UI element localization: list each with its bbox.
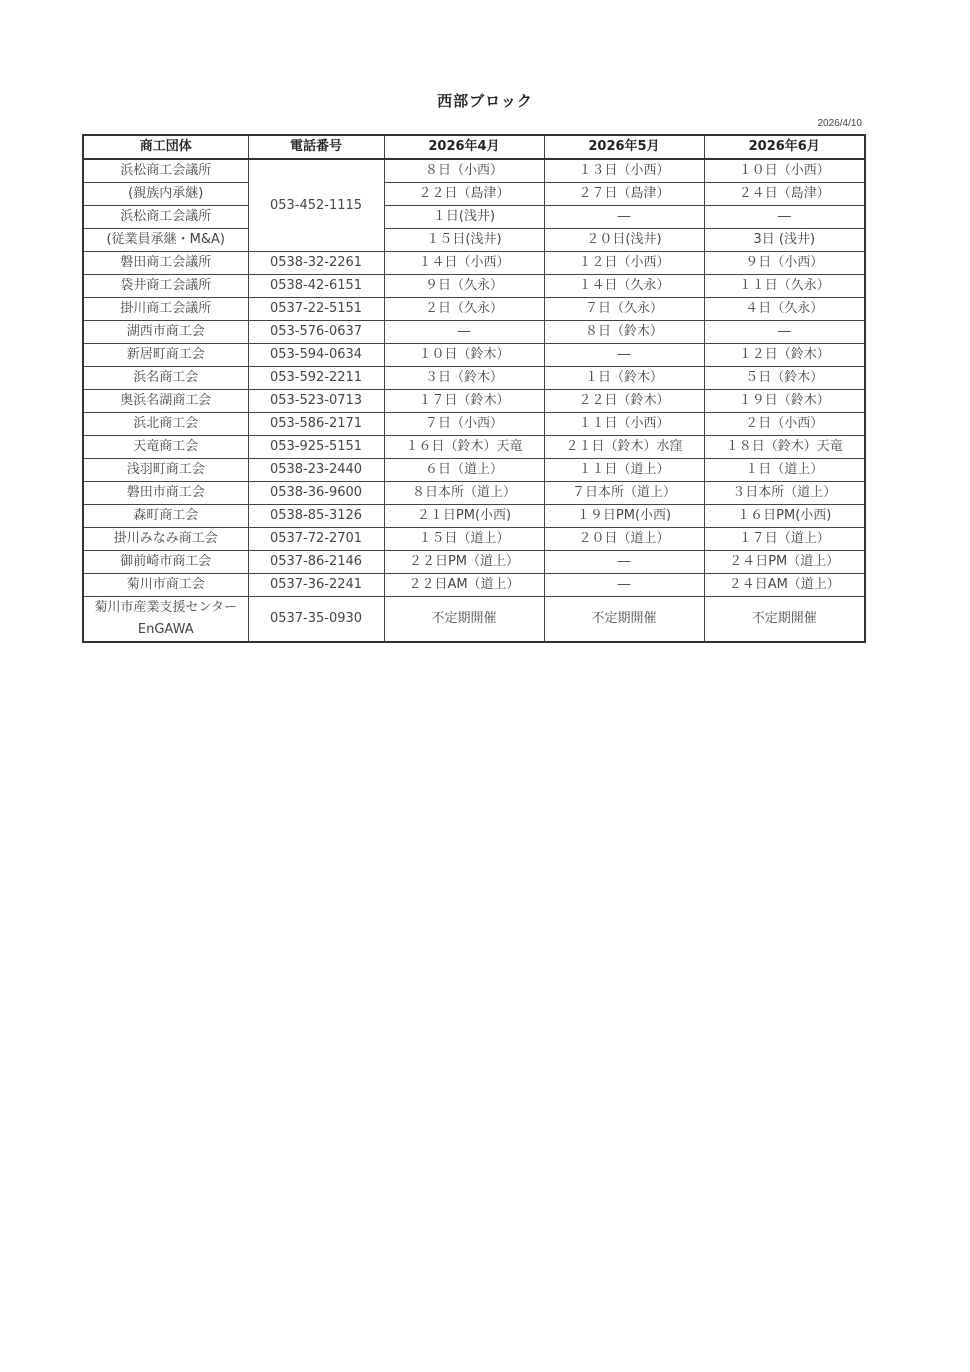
may-cell: ２２日（鈴木） <box>544 390 704 413</box>
may-cell: １９日PM(小西) <box>544 505 704 528</box>
may-cell: ８日（鈴木） <box>544 321 704 344</box>
org-subname: (従業員承継・M&A) <box>83 229 248 252</box>
phone: 053-592-2211 <box>248 367 384 390</box>
april-cell: ８日（小西） <box>384 159 544 183</box>
table-row <box>83 206 865 229</box>
june-cell: 3日 (浅井) <box>704 229 865 252</box>
april-cell: ７日（小西） <box>384 413 544 436</box>
april-cell: ２１日PM(小西) <box>384 505 544 528</box>
april-cell: １６日（鈴木）天竜 <box>384 436 544 459</box>
org-name: 磐田商工会議所 <box>83 252 248 275</box>
june-cell: １６日PM(小西) <box>704 505 865 528</box>
table-row <box>83 344 865 367</box>
table-row <box>83 229 865 252</box>
org-name: 森町商工会 <box>83 505 248 528</box>
june-cell: ２４日PM（道上） <box>704 551 865 574</box>
may-cell: ― <box>544 551 704 574</box>
april-cell: ６日（道上） <box>384 459 544 482</box>
table-row <box>83 551 865 574</box>
org-name: 御前崎市商工会 <box>83 551 248 574</box>
org-name: 新居町商工会 <box>83 344 248 367</box>
june-cell: １０日（小西） <box>704 159 865 183</box>
june-cell: ― <box>704 206 865 229</box>
april-cell: ２２日AM（道上） <box>384 574 544 597</box>
may-cell: ２１日（鈴木）水窪 <box>544 436 704 459</box>
may-cell: 不定期開催 <box>544 597 704 643</box>
may-cell: ２０日（道上） <box>544 528 704 551</box>
june-cell: ― <box>704 321 865 344</box>
june-cell: １日（道上） <box>704 459 865 482</box>
org-name: 浜北商工会 <box>83 413 248 436</box>
org-name: 袋井商工会議所 <box>83 275 248 298</box>
table-row <box>83 505 865 528</box>
header-phone: 電話番号 <box>248 135 384 159</box>
header-april: 2026年4月 <box>384 135 544 159</box>
org-name: 浜松商工会議所 <box>83 206 248 229</box>
may-cell: ７日本所（道上） <box>544 482 704 505</box>
june-cell: ４日（久永） <box>704 298 865 321</box>
phone: 0538-23-2440 <box>248 459 384 482</box>
phone: 0538-36-9600 <box>248 482 384 505</box>
org-name: 浜名商工会 <box>83 367 248 390</box>
table-row <box>83 252 865 275</box>
phone: 0538-32-2261 <box>248 252 384 275</box>
may-cell: １日（鈴木） <box>544 367 704 390</box>
april-cell: ２日（久永） <box>384 298 544 321</box>
phone: 053-576-0637 <box>248 321 384 344</box>
may-cell: ７日（久永） <box>544 298 704 321</box>
table-row <box>83 298 865 321</box>
april-cell: １５日(浅井) <box>384 229 544 252</box>
document-date: 2026/4/10 <box>817 118 862 129</box>
may-cell: ― <box>544 344 704 367</box>
june-cell: ２４日AM（道上） <box>704 574 865 597</box>
table-row <box>83 436 865 459</box>
phone: 053-523-0713 <box>248 390 384 413</box>
april-cell: １５日（道上） <box>384 528 544 551</box>
table-row <box>83 390 865 413</box>
table-row <box>83 597 865 643</box>
april-cell: 不定期開催 <box>384 597 544 643</box>
org-name: 浅羽町商工会 <box>83 459 248 482</box>
april-cell: ― <box>384 321 544 344</box>
table-row <box>83 183 865 206</box>
phone: 053-586-2171 <box>248 413 384 436</box>
phone: 053-594-0634 <box>248 344 384 367</box>
page-title: 西部ブロック <box>437 92 533 110</box>
may-cell: １２日（小西） <box>544 252 704 275</box>
table-row <box>83 482 865 505</box>
april-cell: １４日（小西） <box>384 252 544 275</box>
june-cell: １１日（久永） <box>704 275 865 298</box>
header-organization: 商工団体 <box>83 135 248 159</box>
phone: 0537-86-2146 <box>248 551 384 574</box>
phone: 0537-72-2701 <box>248 528 384 551</box>
org-name: 天竜商工会 <box>83 436 248 459</box>
table-row <box>83 275 865 298</box>
may-cell: ― <box>544 574 704 597</box>
org-name: 湖西市商工会 <box>83 321 248 344</box>
table-row <box>83 367 865 390</box>
june-cell: 不定期開催 <box>704 597 865 643</box>
table-header-row <box>83 135 865 159</box>
phone: 053-925-5151 <box>248 436 384 459</box>
may-cell: ２０日(浅井) <box>544 229 704 252</box>
phone: 0537-22-5151 <box>248 298 384 321</box>
june-cell: ３日本所（道上） <box>704 482 865 505</box>
june-cell: １９日（鈴木） <box>704 390 865 413</box>
table-row <box>83 413 865 436</box>
org-name: 掛川商工会議所 <box>83 298 248 321</box>
may-cell: １３日（小西） <box>544 159 704 183</box>
table-row <box>83 159 865 183</box>
schedule-table <box>82 134 866 643</box>
june-cell: ９日（小西） <box>704 252 865 275</box>
april-cell: ８日本所（道上） <box>384 482 544 505</box>
org-name: 掛川みなみ商工会 <box>83 528 248 551</box>
org-name-line2: EnGAWA <box>137 622 194 637</box>
april-cell: ２２日（島津） <box>384 183 544 206</box>
org-name: 奥浜名湖商工会 <box>83 390 248 413</box>
org-name <box>83 597 248 643</box>
april-cell: １０日（鈴木） <box>384 344 544 367</box>
june-cell: ２４日（島津） <box>704 183 865 206</box>
phone: 0538-85-3126 <box>248 505 384 528</box>
phone: 053-452-1115 <box>248 159 384 252</box>
table-row <box>83 321 865 344</box>
april-cell: １７日（鈴木） <box>384 390 544 413</box>
may-cell: ― <box>544 206 704 229</box>
may-cell: １１日（小西） <box>544 413 704 436</box>
april-cell: ９日（久永） <box>384 275 544 298</box>
june-cell: ５日（鈴木） <box>704 367 865 390</box>
june-cell: １８日（鈴木）天竜 <box>704 436 865 459</box>
june-cell: １２日（鈴木） <box>704 344 865 367</box>
org-name: 菊川市商工会 <box>83 574 248 597</box>
header-may: 2026年5月 <box>544 135 704 159</box>
header-june: 2026年6月 <box>704 135 865 159</box>
april-cell: ２２日PM（道上） <box>384 551 544 574</box>
june-cell: １７日（道上） <box>704 528 865 551</box>
org-name: 磐田市商工会 <box>83 482 248 505</box>
may-cell: １４日（久永） <box>544 275 704 298</box>
phone: 0537-36-2241 <box>248 574 384 597</box>
may-cell: ２７日（島津） <box>544 183 704 206</box>
org-name-line1: 菊川市産業支援センター <box>94 600 237 615</box>
june-cell: ２日（小西） <box>704 413 865 436</box>
table-row <box>83 528 865 551</box>
may-cell: １１日（道上） <box>544 459 704 482</box>
org-name: 浜松商工会議所 <box>83 159 248 183</box>
phone: 0537-35-0930 <box>248 597 384 643</box>
phone: 0538-42-6151 <box>248 275 384 298</box>
april-cell: １日(浅井) <box>384 206 544 229</box>
org-subname: (親族内承継) <box>83 183 248 206</box>
table-row <box>83 459 865 482</box>
april-cell: ３日（鈴木） <box>384 367 544 390</box>
table-row <box>83 574 865 597</box>
